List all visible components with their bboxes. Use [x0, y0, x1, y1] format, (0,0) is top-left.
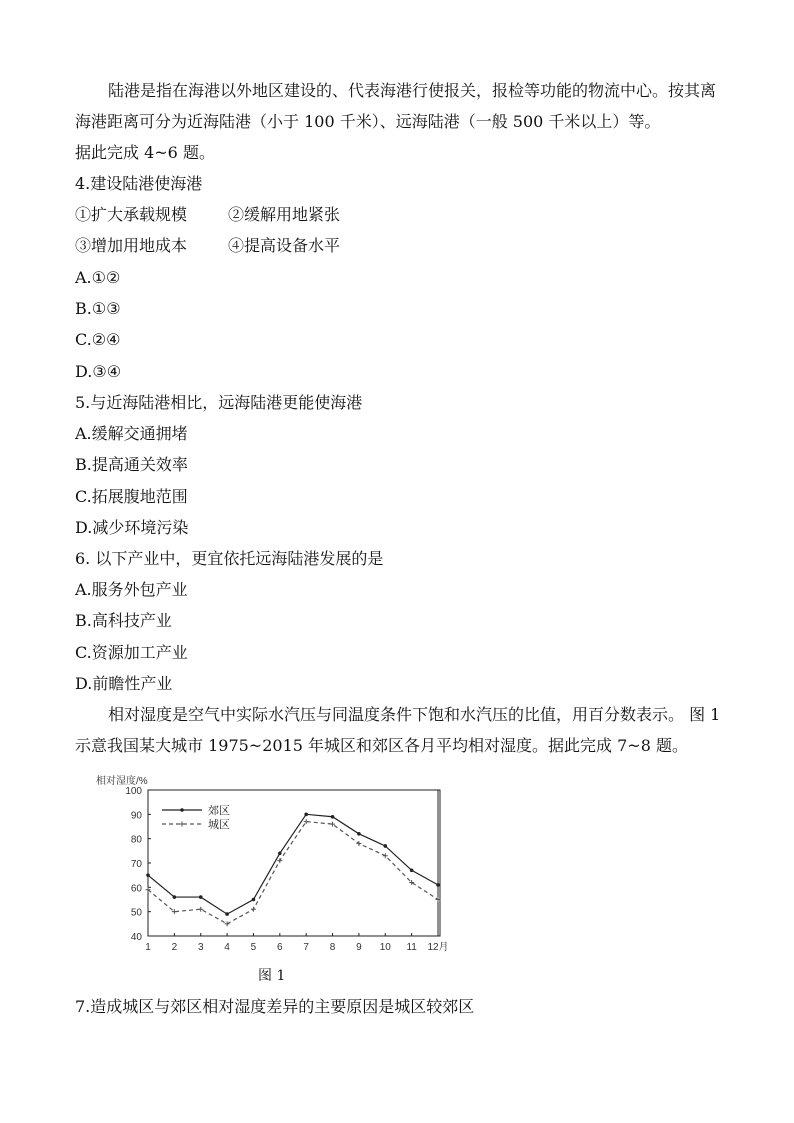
intro-paragraph-1-line-3: 据此完成 4~6 题。: [75, 143, 215, 162]
x-tick-label: 3: [197, 942, 204, 953]
question-5-option-c: C.拓展腹地范围: [75, 487, 188, 506]
x-tick-label: 6: [277, 942, 283, 953]
x-tick-label: 7: [303, 942, 309, 953]
question-4-option-a: A.①②: [75, 268, 121, 287]
question-7-stem: 7.造成城区与郊区相对湿度差异的主要原因是城区较郊区: [75, 997, 475, 1016]
question-4-option-b: B.①③: [75, 299, 121, 318]
series-point-0: [436, 883, 440, 887]
x-tick-label: 9: [356, 942, 362, 953]
y-tick-label: 50: [130, 907, 142, 919]
question-5-option-a: A.缓解交通拥堵: [75, 424, 188, 443]
outer-frame: [148, 790, 440, 936]
y-tick-label: 90: [130, 810, 142, 822]
question-6-option-b: B.高科技产业: [75, 611, 172, 630]
question-4-option-d: D.③④: [75, 362, 122, 381]
series-point-0: [357, 832, 361, 836]
y-tick-label: 60: [130, 883, 142, 895]
statement-3: ③增加用地成本: [75, 236, 188, 255]
x-tick-label: 1: [145, 942, 151, 953]
series-point-0: [252, 898, 256, 902]
question-5-option-b: B.提高通关效率: [75, 455, 188, 474]
chart-svg: [90, 770, 470, 970]
series-point-1: [225, 921, 230, 926]
series-point-1: [198, 907, 203, 912]
question-4-option-c: C.②④: [75, 330, 121, 349]
question-4-statements-row-1: [75, 205, 341, 225]
y-axis-label: 相对湿度/%: [96, 776, 148, 787]
series-point-0: [383, 844, 387, 848]
series-point-0: [199, 895, 203, 899]
legend-marker-0: [180, 808, 184, 812]
question-4-statements-row-2: [75, 236, 341, 256]
question-4-stem: 4.建设陆港使海港: [75, 174, 203, 193]
x-tick-label: 12月: [427, 942, 449, 953]
series-point-0: [146, 873, 150, 877]
series-point-0: [225, 912, 229, 916]
plot-frame: [148, 790, 438, 936]
humidity-line-chart: [90, 770, 470, 990]
x-tick-label: 8: [329, 942, 336, 953]
y-tick-label: 40: [130, 932, 142, 943]
figure-caption: 图 1: [258, 968, 286, 984]
x-tick-label: 5: [250, 942, 257, 953]
statement-1: ①扩大承载规模: [75, 205, 188, 224]
x-tick-label: 10: [379, 942, 391, 953]
legend-marker-1: [180, 822, 185, 827]
series-line-1: [148, 822, 438, 924]
series-point-0: [278, 851, 282, 855]
series-point-0: [304, 813, 308, 817]
legend-label-1: 城区: [208, 818, 230, 831]
question-6-option-a: A.服务外包产业: [75, 580, 188, 599]
question-5-stem: 5.与近海陆港相比，远海陆港更能使海港: [75, 393, 363, 412]
question-6-option-c: C.资源加工产业: [75, 643, 188, 662]
y-tick-label: 100: [125, 786, 142, 797]
series-point-1: [251, 907, 256, 912]
intro-paragraph-1-line-1: 陆港是指在海港以外地区建设的、代表海港行使报关，报检等功能的物流中心。按其离: [108, 81, 717, 100]
x-tick-label: 4: [224, 942, 230, 953]
y-tick-label: 70: [130, 859, 142, 870]
statement-2: ②缓解用地紧张: [228, 205, 341, 224]
y-tick-label: 80: [130, 834, 142, 846]
series-point-0: [410, 869, 414, 873]
series-point-0: [173, 895, 177, 899]
question-5-option-d: D.减少环境污染: [75, 518, 189, 537]
series-point-0: [331, 815, 335, 819]
x-tick-label: 2: [171, 942, 178, 953]
legend-label-0: 郊区: [208, 804, 230, 817]
x-tick-label: 11: [406, 942, 417, 953]
statement-4: ④提高设备水平: [228, 236, 341, 255]
intro-paragraph-2-line-1: 相对湿度是空气中实际水汽压与同温度条件下饱和水汽压的比值，用百分数表示。 图 1: [108, 705, 721, 724]
intro-paragraph-1-line-2: 海港距离可分为近海陆港（小于 100 千米）、远海陆港（一般 500 千米以上）等。: [75, 112, 661, 131]
intro-paragraph-2-line-2: 示意我国某大城市 1975~2015 年城区和郊区各月平均相对湿度。据此完成 7~8 题。: [75, 736, 688, 755]
series-point-1: [383, 853, 388, 858]
question-6-option-d: D.前瞻性产业: [75, 674, 173, 693]
question-6-stem: 6. 以下产业中，更宜依托远海陆港发展的是: [75, 549, 384, 568]
